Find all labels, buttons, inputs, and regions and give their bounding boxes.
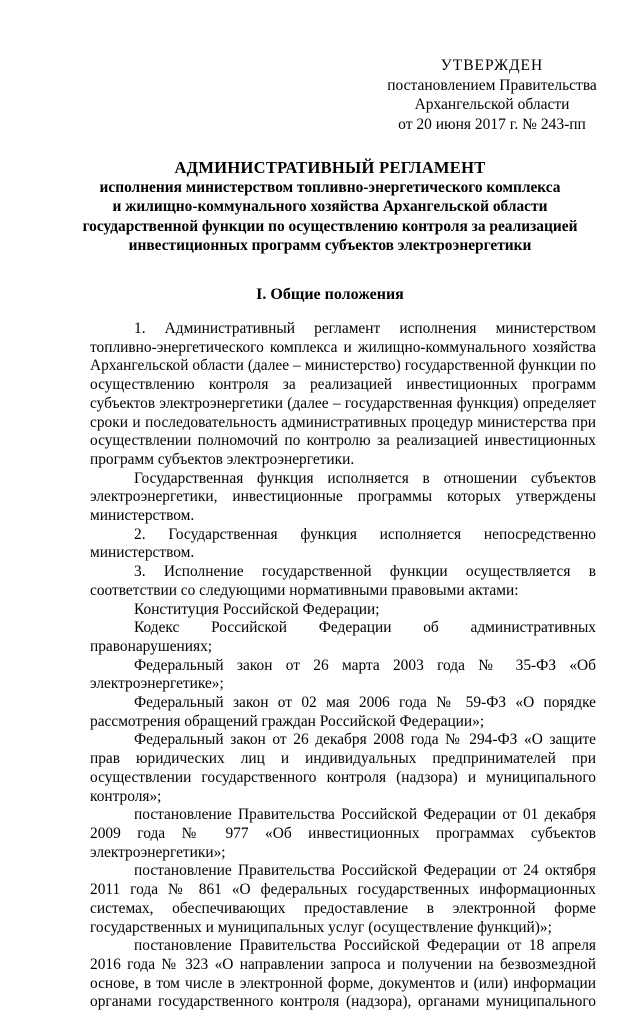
legal-act-59-fz: Федеральный закон от 02 мая 2006 года № 59-ФЗ «О порядке рассмотрения обращений граждан Российской Федерации»;	[90, 694, 596, 730]
approval-line-3: от 20 июня 2017 г. № 243-пп	[398, 115, 586, 133]
approval-stamp	[372, 56, 612, 134]
approval-title: УТВЕРЖДЕН	[440, 57, 544, 74]
legal-act-861: постановление Правительства Российской Федерации от 24 октября 2011 года № 861 «О федеральных государственных информационных системах, обеспечивающих предоставление в электронной форме государственных и муниципальных услуг (осуществление функций)»;	[90, 862, 596, 936]
paragraph-item-3: 3. Исполнение государственной функции осуществляется в соответствии со следующими нормативными правовыми актами:	[90, 563, 596, 599]
legal-act-koap: Кодекс Российской Федерации об административных правонарушениях;	[90, 619, 596, 655]
section-heading: I. Общие положения	[256, 286, 404, 303]
legal-act-977: постановление Правительства Российской Федерации от 01 декабря 2009 года № 977 «Об инвестиционных программах субъектов электроэнергетики»;	[90, 806, 596, 861]
document-title-line-2: и жилищно-коммунального хозяйства Архангельской области	[112, 198, 548, 215]
document-title-main: АДМИНИСТРАТИВНЫЙ РЕГЛАМЕНТ	[174, 158, 486, 177]
legal-act-323: постановление Правительства Российской Федерации от 18 апреля 2016 года № 323 «О направлении запроса и получении на безвозмездной основе, в том числе в электронной форме, документов и (или) информации органами государственного контроля (надзора), органами муниципального	[90, 937, 596, 1011]
document-title-line-4: инвестиционных программ субъектов электроэнергетики	[128, 237, 532, 254]
legal-act-constitution: Конституция Российской Федерации;	[134, 600, 380, 618]
paragraph-item-2: 2. Государственная функция исполняется непосредственно министерством.	[90, 525, 596, 562]
document-body	[90, 320, 596, 1012]
document-title-line-1: исполнения министерством топливно-энергетического комплекса	[99, 178, 561, 196]
approval-line-1: постановлением Правительства	[387, 76, 597, 94]
approval-line-2: Архангельской области	[414, 96, 570, 113]
paragraph-item-1: 1. Административный регламент исполнения министерством топливно-энергетического комплекса и жилищно-коммунального хозяйства Архангельской области (далее – министерство) государственной функции по осуществлению контроля за реализацией инвестиционных программ субъектов электроэнергетики (далее – государственная функция) определяет сроки и последовательность административных процедур министерства при осуществлении полномочий по контролю за реализацией инвестиционных программ субъектов электроэнергетики.	[90, 320, 596, 468]
legal-act-294-fz: Федеральный закон от 26 декабря 2008 года № 294-ФЗ «О защите прав юридических лиц и индивидуальных предпринимателей при осуществлении государственного контроля (надзора) и муниципального контроля»;	[90, 731, 596, 805]
paragraph-scope: Государственная функция исполняется в отношении субъектов электроэнергетики, инвестиционные программы которых утверждены министерством.	[90, 469, 596, 525]
legal-act-35-fz: Федеральный закон от 26 марта 2003 года № 35-ФЗ «Об электроэнергетике»;	[90, 656, 596, 693]
document-title	[60, 158, 600, 256]
document-title-line-3: государственной функции по осуществлению контроля за реализацией	[82, 217, 578, 235]
